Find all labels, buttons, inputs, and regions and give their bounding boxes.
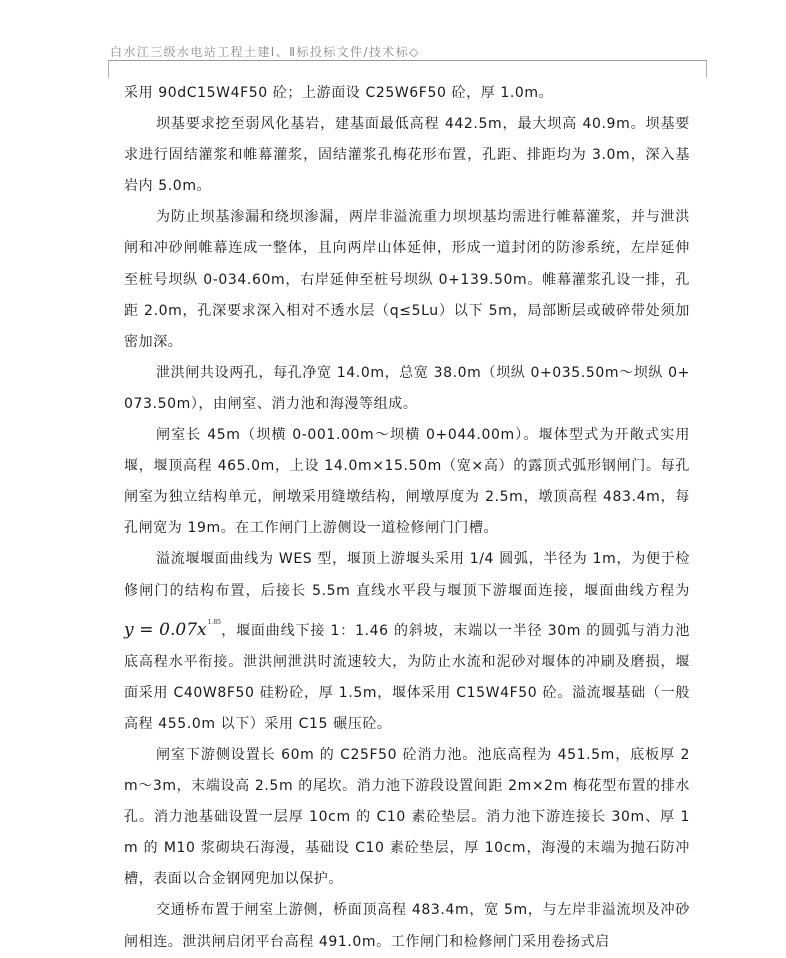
running-header: 白水江三级水电站工程土建Ⅰ、Ⅱ标投标文件/技术标◇ (110, 45, 420, 59)
paragraph-weir-profile (124, 544, 690, 740)
weir-text-before-formula: 溢流堰堰面曲线为 WES 型，堰顶上游堰头采用 1/4 圆弧，半径为 1m，为便于检修闸门的结构布置，后接长 5.5m 直线水平段与堰顶下游堰面连接，堰面曲线方程为 (124, 551, 690, 599)
formula-exponent: 1.85 (207, 618, 221, 626)
paragraph-continuation: 采用 90dC15W4F50 砼；上游面设 C25W6F50 砼，厚 1.0m。 (124, 85, 554, 101)
header-rule (108, 60, 706, 61)
formula-main: y = 0.07x (124, 619, 207, 640)
paragraph-traffic-bridge: 交通桥布置于闸室上游侧，桥面顶高程 483.4m，宽 5m，与左岸非溢流坝及冲砂闸相连。泄洪闸启闭平台高程 491.0m。工作闸门和检修闸门采用卷扬式启 (124, 902, 690, 950)
weir-curve-formula (124, 620, 221, 640)
paragraph-gate-chamber: 闸室长 45m（坝横 0-001.00m～坝横 0+044.00m）。堰体型式为开敞式实用堰，堰顶高程 465.0m，上设 14.0m×15.50m（宽×高）的露顶式弧形钢闸门。每孔闸室为独立结构单元，闸墩采用缝墩结构，闸墩厚度为 2.5m，墩顶高程 483.4m，每孔闸宽为 19m。在工作闸门上游侧设一道检修闸门门槽。 (124, 427, 690, 537)
weir-text-after-formula: ，堰面曲线下接 1：1.46 的斜坡，末端以一半径 30m 的圆弧与消力池底高程水平衔接。泄洪闸泄洪时流速较大，为防止水流和泥砂对堰体的冲刷及磨损，堰面采用 C40W8F50 硅粉砼，厚 1.5m，堰体采用 C15W4F50 砼。溢流堰基础（一般高程 455.0m 以下）采用 C15 碾压砼。 (124, 622, 690, 732)
header-corner-mark-right (706, 60, 707, 78)
document-body (124, 78, 690, 958)
paragraph-foundation-excavation: 坝基要求挖至弱风化基岩，建基面最低高程 442.5m，最大坝高 40.9m。坝基要求进行固结灌浆和帷幕灌浆，固结灌浆孔梅花形布置，孔距、排距均为 3.0m，深入基岩内 5.0m。 (124, 116, 690, 195)
header-corner-mark-left (108, 60, 109, 78)
paragraph-curtain-grouting: 为防止坝基渗漏和绕坝渗漏，两岸非溢流重力坝坝基均需进行帷幕灌浆，并与泄洪闸和冲砂闸帷幕连成一整体，且向两岸山体延伸，形成一道封闭的防渗系统，左岸延伸至桩号坝纵 0-034.60m，右岸延伸至桩号坝纵 0+139.50m。帷幕灌浆孔设一排，孔距 2.0m，孔深要求深入相对不透水层（q≤5Lu）以下 5m，局部断层或破碎带处须加密加深。 (124, 209, 690, 350)
paragraph-stilling-basin: 闸室下游侧设置长 60m 的 C25F50 砼消力池。池底高程为 451.5m，底板厚 2m～3m，末端设高 2.5m 的尾坎。消力池下游段设置间距 2m×2m 梅花型布置的排水孔。消力池基础设置一层厚 10cm 的 C10 素砼垫层。消力池下游连接长 30m、厚 1m 的 M10 浆砌块石海漫，基础设 C10 素砼垫层，厚 10cm，海漫的末端为抛石防冲槽，表面以合金钢网兜加以保护。 (124, 746, 690, 888)
paragraph-spillway-gates: 泄洪闸共设两孔，每孔净宽 14.0m，总宽 38.0m（坝纵 0+035.50m～坝纵 0+073.50m），由闸室、消力池和海漫等组成。 (124, 364, 690, 412)
